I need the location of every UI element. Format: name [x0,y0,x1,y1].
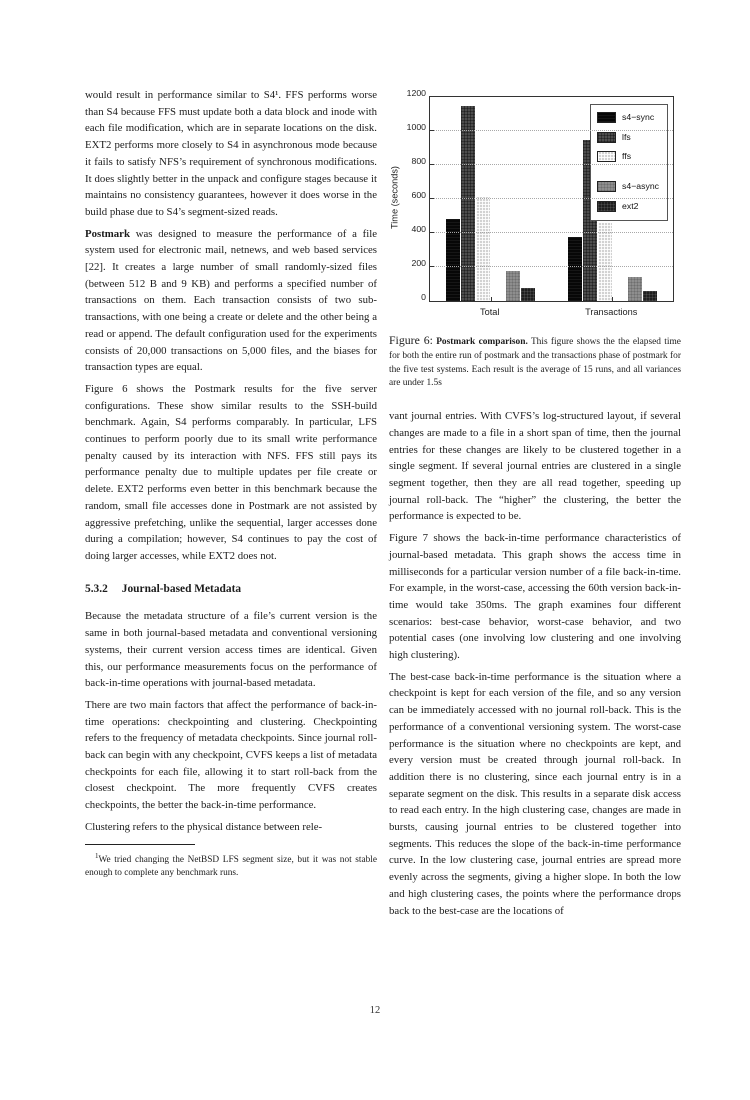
section-number: 5.3.2 [85,582,108,595]
paragraph [85,226,377,376]
legend-entry-s4sync [597,109,659,126]
legend-entry-s4async [597,178,659,195]
x-category-label: Total [480,307,500,317]
figure-caption-title: Postmark comparison. [436,337,528,347]
legend-swatch [597,132,616,143]
y-tickmark [430,266,434,267]
y-tickmark [430,164,434,165]
paragraph: Because the metadata structure of a file’s current version is the same in both journal-based metadata and conventional versioning systems, their current version access times are identical. Given this, our performance measurements focus on the performance of back-in-time operations with journal-based metadata. [85,610,377,690]
y-tick-label: 200 [411,258,426,269]
legend-swatch [597,201,616,212]
legend-swatch [597,112,616,123]
y-tick-label: 800 [411,156,426,167]
figure-6 [389,87,681,391]
y-tick-label: 400 [411,224,426,235]
paragraph-text: was designed to measure the performance of a file system used for electronic mail, netnews, and web based services [22]. It creates a large number of small randomly-sized files (between 512 B and 9 KB) and performs a specified number of transactions on them. Each transaction consists of two sub-transactions, with one being a create or delete and the other being a read or append. The default configuration used for the experiments consists of 20,000 transactions on 5,000 files, and the biases for transaction types are equal. [85,227,377,374]
x-category-label: Transactions [585,307,638,317]
paragraph: Figure 7 shows the back-in-time performance characteristics of journal-based metadata. This graph shows the access time in milliseconds for a particular version number of a file back-in-time. For example, in the worst-case, accessing the 60th version back-in-time would take 350ms. The graph examines four different scenarios: best-case behavior, worst-case behavior, and two potential cases (one involving low clustering and one involving high clustering). [389,532,681,662]
x-tickmark [612,297,613,301]
bar-group-total [430,97,552,301]
legend-label: ext2 [622,200,639,211]
bar-s4async [628,277,642,301]
footnote [85,850,377,881]
bar-ext2 [521,288,535,301]
y-tick-label: 1200 [406,88,426,99]
x-axis-labels [429,304,672,321]
footnote-rule [85,844,195,845]
y-tickmark [430,130,434,131]
postmark-bar-chart [389,87,681,319]
y-tick-label: 0 [421,292,426,303]
section-title: Journal-based Metadata [121,582,242,595]
section-heading [85,581,377,598]
legend-label: s4−sync [622,112,655,122]
right-column [389,87,681,924]
page-number: 12 [369,1005,381,1016]
postmark-lead: Postmark [85,227,130,240]
y-tick-label: 600 [411,190,426,201]
gridline [430,130,673,131]
legend-label: ffs [622,151,632,162]
legend-label: s4−async [622,181,659,192]
bar-ext2 [643,291,657,301]
paragraph: Figure 6 shows the Postmark results for the five server configurations. These show similar results to the SSH-build benchmark. Again, S4 performs comparably. In particular, LFS continues to perform poorly due to its small write performance penalty caused by its interaction with NFS. FFS still pays its performance penalty due to multiple updates per file create or delete. EXT2 performs even better in this benchmark because the random, small file accesses done in Postmark are not assisted by aggressive prefetching, unlike the sequential, larger accesses done during a compilation; however, S4 continues to pay the cost of doing larger accesses, while EXT2 does not. [85,382,377,562]
gridline [430,198,673,199]
chart-legend [590,104,668,221]
bar-s4sync [568,237,582,301]
figure-caption-label: Figure 6: [389,333,433,347]
footnote-marker: 1 [95,851,99,860]
left-column [85,87,377,881]
y-tick-label: 1000 [406,122,426,133]
paragraph: There are two main factors that affect the performance of back-in-time operations: checkpointing and clustering. Checkpointing refers to the frequency of metadata checkpoints. Since journal roll-back can begin with any checkpoint, CVFS keeps a list of metadata checkpoints for each file, allowing it to start roll-back from the closest checkpoint. The more frequently CVFS creates checkpoints, the better the back-in-time performance. [85,698,377,812]
paragraph: would result in performance similar to S4¹. FFS performs worse than S4 because FFS must update both a data block and inode with each file modification, which are in separate locations on the disk. EXT2 performs more closely to S4 in asynchronous mode because it fails to satisfy NFS’s requirement of synchronous modifications. It does slightly better in the unpack and configure stages because it maintains no consistency guarantees, however it does worse in the build phase due to S4’s segment-sized reads. [85,89,377,218]
legend-swatch [597,181,616,192]
legend-entry-ffs [597,148,659,165]
figure-caption-body: This figure shows the the elapsed time for both the entire run of postmark and the transactions phase of postmark for the five test systems. Each result is the average of 15 runs, and all variances are under 1.5s [389,337,681,389]
bar-ffs [598,223,612,301]
paragraph: vant journal entries. With CVFS’s log-structured layout, if several changes are made to a file in a short span of time, then the journal entries for these changes are likely to be clustered together in a single segment. If several journal entries are clustered in a single segment together, then they are all read together, speeding up journal roll-back. The “higher” the clustering, the better the performance is expected to be. [389,410,681,523]
footnote-text: We tried changing the NetBSD LFS segment size, but it was not stable enough to complete any benchmark runs. [85,854,377,879]
bar-lfs [461,106,475,302]
x-tickmark [491,297,492,301]
legend-label: lfs [622,131,631,142]
bar-s4async [506,271,520,301]
gridline [430,164,673,165]
gridline [430,232,673,233]
y-axis-label: Time (seconds) [389,166,400,230]
paragraph: Clustering refers to the physical distance between rele- [85,820,323,833]
y-tickmark [430,232,434,233]
bar-ffs [476,197,490,301]
legend-entry-lfs [597,129,659,146]
legend-swatch [597,151,616,162]
legend-entry-ext2 [597,198,659,215]
chart-plot [406,88,674,303]
figure-caption [389,334,681,391]
paragraph: The best-case back-in-time performance is the situation where a checkpoint is kept for each version of the file, and so any version can be immediately accessed with no journal roll-back. This is the performance of a conventional versioning system. The worst-case performance is the situation where no checkpoints are kept, and every version must be created through journal roll-back. In addition there is no clustering, since each journal entry is in a separate segment on the disk. This results in a separate disk access to read each entry. In the high clustering case, changes are made in bursts, causing journal entries to be clustered together into segments. This reduces the slope of the back-in-time performance curve. In the low clustering case, journal entries are spread more evenly across the segments, giving a higher slope. In both the low and high clustering cases, the points where the performance drops back to the best-case are the locations of [389,670,681,917]
y-tickmark [430,198,434,199]
gridline [430,266,673,267]
